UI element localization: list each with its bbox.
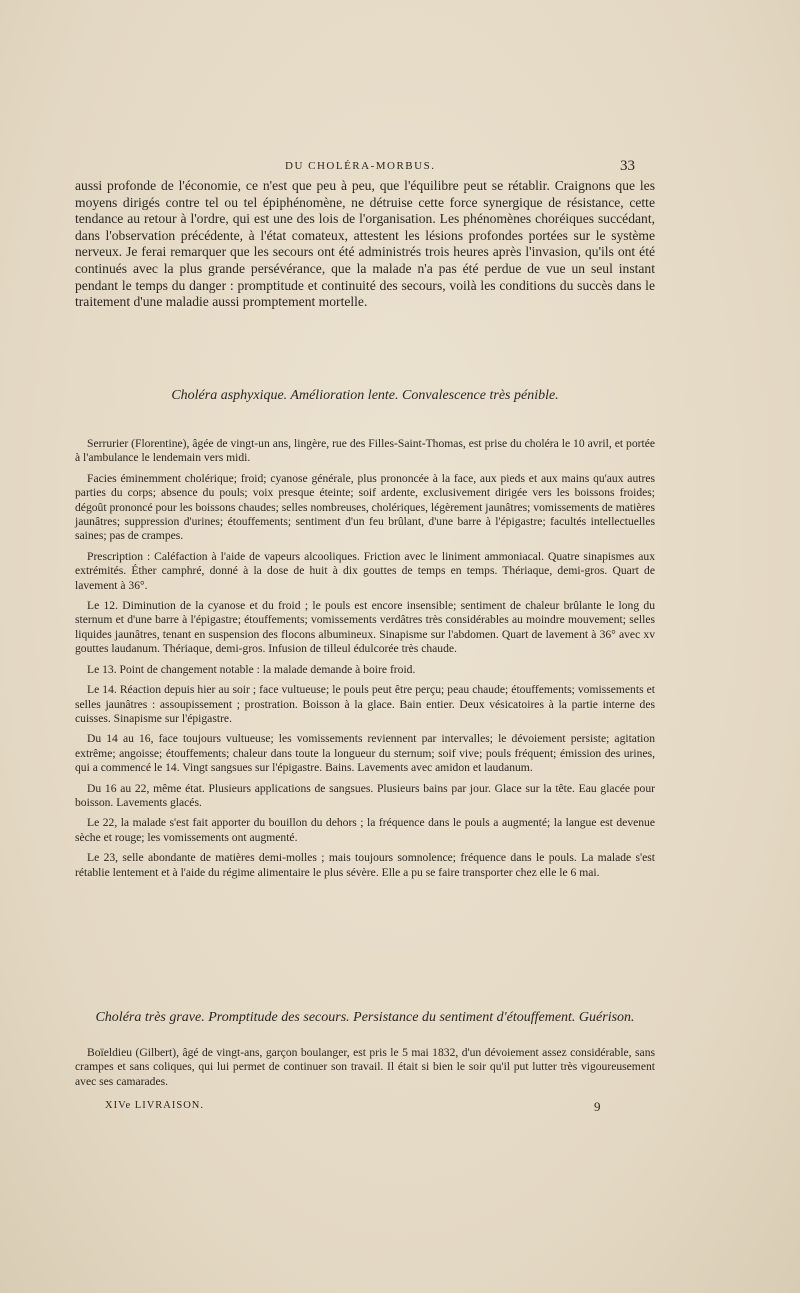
case1-paragraph: Du 14 au 16, face toujours vultueuse; les vomissements reviennent par intervalles; le dévoiement persiste; agitation extrême; angoisse; étouffements; chaleur dans toute la longueur du sternum; soif vive; pouls fréquent; émission des urines, qui a commencé le 14. Vingt sangsues sur l'épigastre. Bains. Lavements avec amidon et laudanum. [75, 732, 655, 775]
case1-paragraph: Serrurier (Florentine), âgée de vingt-un ans, lingère, rue des Filles-Saint-Thomas, est prise du choléra le 10 avril, et portée à l'ambulance le lendemain vers midi. [75, 437, 655, 465]
section1-heading: Choléra asphyxique. Amélioration lente. Convalescence très pénible. [171, 388, 559, 403]
section2-heading-block [75, 1010, 655, 1026]
signature-number: 9 [594, 1099, 601, 1114]
case1-paragraph: Le 13. Point de changement notable : la malade demande à boire froid. [87, 662, 416, 676]
case1-paragraph: Le 14. Réaction depuis hier au soir ; face vultueuse; le pouls peut être perçu; peau chaude; étouffements; vomissements et selles jaunâtres : assoupissement ; prostration. Boisson à la glace. Bain entier. Deux vésicatoires à la partie interne des cuisses. Sinapisme sur l'épigastre. [75, 683, 655, 725]
section2-case [75, 1046, 655, 1095]
case2-paragraph: Boïeldieu (Gilbert), âgé de vingt-ans, garçon boulanger, est pris le 5 mai 1832, d'un dévoiement assez considérable, sans crampes et sans coliques, qui lui permet de continuer son travail. Il était si bien le soir qu'il put lutter très vigoureusement avec ses camarades. [75, 1046, 655, 1088]
case1-paragraph: Du 16 au 22, même état. Plusieurs applications de sangsues. Plusieurs bains par jour. Glace sur la tête. Eau glacée pour boisson. Lavements glacés. [75, 781, 655, 809]
case1-paragraph: Prescription : Caléfaction à l'aide de vapeurs alcooliques. Friction avec le liniment ammoniacal. Quatre sinapismes aux extrémités. Éther camphré, donné à la dose de huit à dix gouttes de temps en temps. Thériaque, demi-gros. Quart de lavement à 36°. [75, 549, 655, 592]
case1-paragraph: Le 22, la malade s'est fait apporter du bouillon du dehors ; la fréquence dans le pouls a augmenté; la langue est devenue sèche et rouge; les vomissements ont augmenté. [75, 816, 655, 844]
case1-paragraph: Le 23, selle abondante de matières demi-molles ; mais toujours somnolence; fréquence dans le pouls. La malade s'est rétablie lentement et à l'aide du régime alimentaire le plus sévère. Elle a pu se faire transporter chez elle le 6 mai. [75, 851, 655, 879]
section2-heading: Choléra très grave. Promptitude des secours. Persistance du sentiment d'étouffement. Guérison. [95, 1010, 635, 1025]
intro-block [75, 178, 655, 311]
case1-paragraph: Le 12. Diminution de la cyanose et du froid ; le pouls est encore insensible; sentiment de chaleur brûlante le long du sternum et d'une barre à l'épigastre; étouffements; vomissements verdâtres très considérables au moindre mouvement; selles liquides jaunâtres, tenant en suspension des flocons albumineux. Sinapisme sur l'abdomen. Quart de lavement à 36° avec xv gouttes laudanum. Thériaque, demi-gros. Infusion de tilleul édulcorée très chaude. [75, 599, 655, 656]
running-head-title: DU CHOLÉRA-MORBUS. [285, 160, 436, 172]
running-head [0, 160, 800, 180]
intro-paragraph: aussi profonde de l'économie, ce n'est que peu à peu, que l'équilibre peut se rétablir. Craignons que les moyens dirigés contre tel ou tel épiphénomène, ne détruise cette force synergique de résistance, cette tendance au retour à l'ordre, qui est une des lois de l'organisation. Les phénomènes choréiques succédant, dans l'observation précédente, à l'état comateux, attestent les lésions profondes portées sur le système nerveux. Je ferai remarquer que les secours ont été administrés trois heures après l'invasion, qu'ils ont été continués avec la plus grande persévérance, que la malade n'a pas été perdue de vue un seul instant pendant le temps du danger : promptitude et continuité des secours, voilà les conditions du succès dans le traitement d'une maladie aussi promptement mortelle. [75, 178, 655, 310]
page-number: 33 [620, 158, 635, 174]
section1-case [75, 437, 655, 886]
case1-paragraph: Facies éminemment cholérique; froid; cyanose générale, plus prononcée à la face, aux pieds et aux mains qu'aux autres parties du corps; absence du pouls; voix presque éteinte; soif ardente, exclusivement dirigée vers les boissons froides; dégoût prononcé pour les boissons chaudes; selles nombreuses, cholériques, légèrement jaunâtres; vomissements de matières jaunâtres; suppression d'urines; étouffements; sentiment d'un feu brûlant, d'une barre à l'épigastre; facultés intellectuelles saines; pas de crampes. [75, 471, 655, 543]
signature-mark: XIVe LIVRAISON. [105, 1100, 204, 1111]
section1-heading-block [75, 388, 655, 404]
